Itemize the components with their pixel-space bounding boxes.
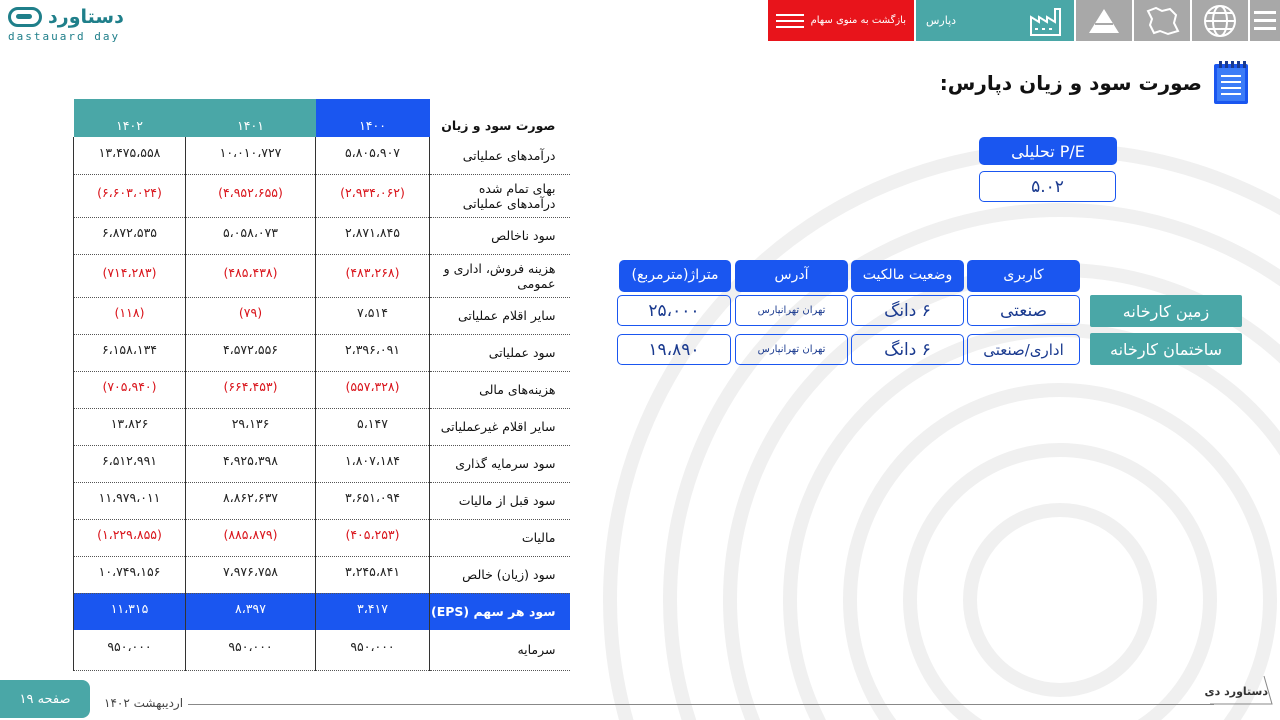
cell-۱۴۰۲: (۷۰۵،۹۴۰) [74, 371, 186, 408]
table-row [74, 334, 570, 371]
property-header-ownership: وضعیت مالکیت [851, 260, 964, 292]
building-usage: اداری/صنعتی [967, 334, 1080, 365]
row-label: بهای تمام شده درآمدهای عملیاتی [430, 174, 570, 217]
footer-divider [188, 704, 1214, 705]
page-number-badge: صفحه ۱۹ [0, 680, 90, 718]
property-header-address: آدرس [735, 260, 848, 292]
cell-۱۴۰۲: ۱۱،۳۱۵ [74, 593, 186, 630]
table-row [74, 445, 570, 482]
land-address: تهران تهرانپارس [735, 295, 848, 326]
back-to-stock-menu-button[interactable] [768, 0, 914, 41]
row-label: سایر اقلام عملیاتی [430, 297, 570, 334]
pyramid-nav-button[interactable] [1076, 0, 1132, 41]
cell-۱۴۰۲: (۶،۶۰۳،۰۲۴) [74, 174, 186, 217]
cell-۱۴۰۱: (۴،۹۵۲،۶۵۵) [186, 174, 316, 217]
logo-wordmark [8, 6, 128, 28]
row-label-building: ساختمان کارخانه [1090, 333, 1242, 365]
cell-۱۴۰۱: (۴۸۵،۴۳۸) [186, 254, 316, 297]
cell-۱۴۰۲: ۶،۱۵۸،۱۳۴ [74, 334, 186, 371]
cell-۱۴۰۱: (۸۸۵،۸۷۹) [186, 519, 316, 556]
row-label: هزینه‌های مالی [430, 371, 570, 408]
logo-brand-fa: دستاورد [48, 6, 124, 28]
cell-۱۴۰۱: (۶۶۴،۴۵۳) [186, 371, 316, 408]
building-area: ۱۹،۸۹۰ [617, 334, 731, 365]
cell-۱۴۰۲: ۱۱،۹۷۹،۰۱۱ [74, 482, 186, 519]
logo-brand-en: dastauard day [8, 30, 121, 43]
cell-۱۴۰۱: ۴،۵۷۲،۵۵۶ [186, 334, 316, 371]
back-button-label: بازگشت به منوی سهام [810, 15, 906, 26]
property-header-usage: کاربری [967, 260, 1080, 292]
cell-۱۴۰۱: ۵،۰۵۸،۰۷۳ [186, 217, 316, 254]
company-name: دپارس [926, 14, 957, 27]
cell-۱۴۰۰: (۴۰۵،۲۵۳) [316, 519, 430, 556]
cell-۱۴۰۰: ۱،۸۰۷،۱۸۴ [316, 445, 430, 482]
notepad-icon [1212, 60, 1250, 106]
pe-label: P/E تحلیلی [979, 137, 1117, 165]
row-label: درآمدهای عملیاتی [430, 137, 570, 174]
cell-۱۴۰۲: ۶،۵۱۲،۹۹۱ [74, 445, 186, 482]
cell-۱۴۰۰: ۲،۳۹۶،۰۹۱ [316, 334, 430, 371]
cell-۱۴۰۱: ۷،۹۷۶،۷۵۸ [186, 556, 316, 593]
property-header-area: متراژ(مترمربع) [619, 260, 731, 292]
cell-۱۴۰۲: ۱۳،۸۲۶ [74, 408, 186, 445]
land-area: ۲۵،۰۰۰ [617, 295, 731, 326]
row-label: سایر اقلام غیرعملیاتی [430, 408, 570, 445]
cell-۱۴۰۲: (۷۱۴،۲۸۳) [74, 254, 186, 297]
land-usage: صنعتی [967, 295, 1080, 326]
table-row [74, 593, 570, 630]
pe-value: ۵.۰۲ [979, 171, 1116, 202]
cell-۱۴۰۱: ۹۵۰،۰۰۰ [186, 630, 316, 670]
row-label: سود ناخالص [430, 217, 570, 254]
year-header-1402: ۱۴۰۲ [74, 99, 186, 137]
table-header-label: صورت سود و زیان [430, 99, 570, 137]
cell-۱۴۰۲: ۱۳،۴۷۵،۵۵۸ [74, 137, 186, 174]
factory-icon [1028, 5, 1064, 37]
cell-۱۴۰۱: ۸،۸۶۲،۶۳۷ [186, 482, 316, 519]
footer-date: اردیبهشت ۱۴۰۲ [104, 696, 184, 710]
cell-۱۴۰۱: ۱۰،۰۱۰،۷۲۷ [186, 137, 316, 174]
cell-۱۴۰۰: ۵،۱۴۷ [316, 408, 430, 445]
land-ownership: ۶ دانگ [851, 295, 964, 326]
row-label: سود هر سهم (EPS) [430, 593, 570, 630]
table-row [74, 217, 570, 254]
top-navigation [768, 0, 1280, 41]
pyramid-icon [1087, 7, 1121, 35]
row-label: سود سرمایه گذاری [430, 445, 570, 482]
table-row [74, 297, 570, 334]
cell-۱۴۰۰: (۴۸۳،۲۶۸) [316, 254, 430, 297]
cell-۱۴۰۱: ۴،۹۲۵،۳۹۸ [186, 445, 316, 482]
iran-map-nav-button[interactable] [1134, 0, 1190, 41]
table-row [74, 174, 570, 217]
row-label: سود عملیاتی [430, 334, 570, 371]
building-ownership: ۶ دانگ [851, 334, 964, 365]
row-label: سود قبل از مالیات [430, 482, 570, 519]
background-fingerprint-art [600, 40, 1280, 720]
page-title [940, 60, 1250, 106]
table-row [74, 556, 570, 593]
page-title-text: صورت سود و زیان دپارس: [939, 71, 1202, 95]
cell-۱۴۰۰: (۲،۹۳۴،۰۶۲) [316, 174, 430, 217]
menu-icon[interactable] [1250, 0, 1280, 41]
iran-map-icon [1144, 5, 1180, 37]
row-label: مالیات [430, 519, 570, 556]
cell-۱۴۰۰: ۳،۲۴۵،۸۴۱ [316, 556, 430, 593]
cell-۱۴۰۰: ۲،۸۷۱،۸۴۵ [316, 217, 430, 254]
table-row [74, 371, 570, 408]
cell-۱۴۰۰: ۵،۸۰۵،۹۰۷ [316, 137, 430, 174]
cell-۱۴۰۱: ۲۹،۱۳۶ [186, 408, 316, 445]
income-statement-table [73, 99, 570, 671]
cell-۱۴۰۲: (۱۱۸) [74, 297, 186, 334]
row-label: سرمایه [430, 630, 570, 670]
table-row [74, 630, 570, 670]
year-header-1400: ۱۴۰۰ [316, 99, 430, 137]
table-row [74, 482, 570, 519]
brand-logo[interactable] [8, 6, 138, 46]
row-label-land: زمین کارخانه [1090, 295, 1242, 327]
table-row [74, 254, 570, 297]
cell-۱۴۰۲: ۹۵۰،۰۰۰ [74, 630, 186, 670]
cell-۱۴۰۰: (۵۵۷،۳۲۸) [316, 371, 430, 408]
row-label: سود (زیان) خالص [430, 556, 570, 593]
company-tab[interactable] [916, 0, 1074, 41]
cell-۱۴۰۰: ۷،۵۱۴ [316, 297, 430, 334]
building-address: تهران تهرانپارس [735, 334, 848, 365]
table-row [74, 519, 570, 556]
footer-brand: دستاورد دی [1204, 685, 1268, 698]
cell-۱۴۰۲: ۶،۸۷۲،۵۳۵ [74, 217, 186, 254]
table-row [74, 408, 570, 445]
globe-nav-button[interactable] [1192, 0, 1248, 41]
cell-۱۴۰۲: ۱۰،۷۴۹،۱۵۶ [74, 556, 186, 593]
year-header-1401: ۱۴۰۱ [186, 99, 316, 137]
table-row [74, 137, 570, 174]
row-label: هزینه فروش، اداری و عمومی [430, 254, 570, 297]
cell-۱۴۰۰: ۳،۶۵۱،۰۹۴ [316, 482, 430, 519]
cell-۱۴۰۰: ۹۵۰،۰۰۰ [316, 630, 430, 670]
globe-icon [1203, 4, 1237, 38]
cell-۱۴۰۱: ۸،۳۹۷ [186, 593, 316, 630]
cell-۱۴۰۰: ۳،۴۱۷ [316, 593, 430, 630]
cell-۱۴۰۱: (۷۹) [186, 297, 316, 334]
logo-mark-icon [8, 7, 42, 27]
table-header-row [74, 99, 570, 137]
hamburger-icon [776, 14, 804, 28]
cell-۱۴۰۲: (۱،۲۲۹،۸۵۵) [74, 519, 186, 556]
